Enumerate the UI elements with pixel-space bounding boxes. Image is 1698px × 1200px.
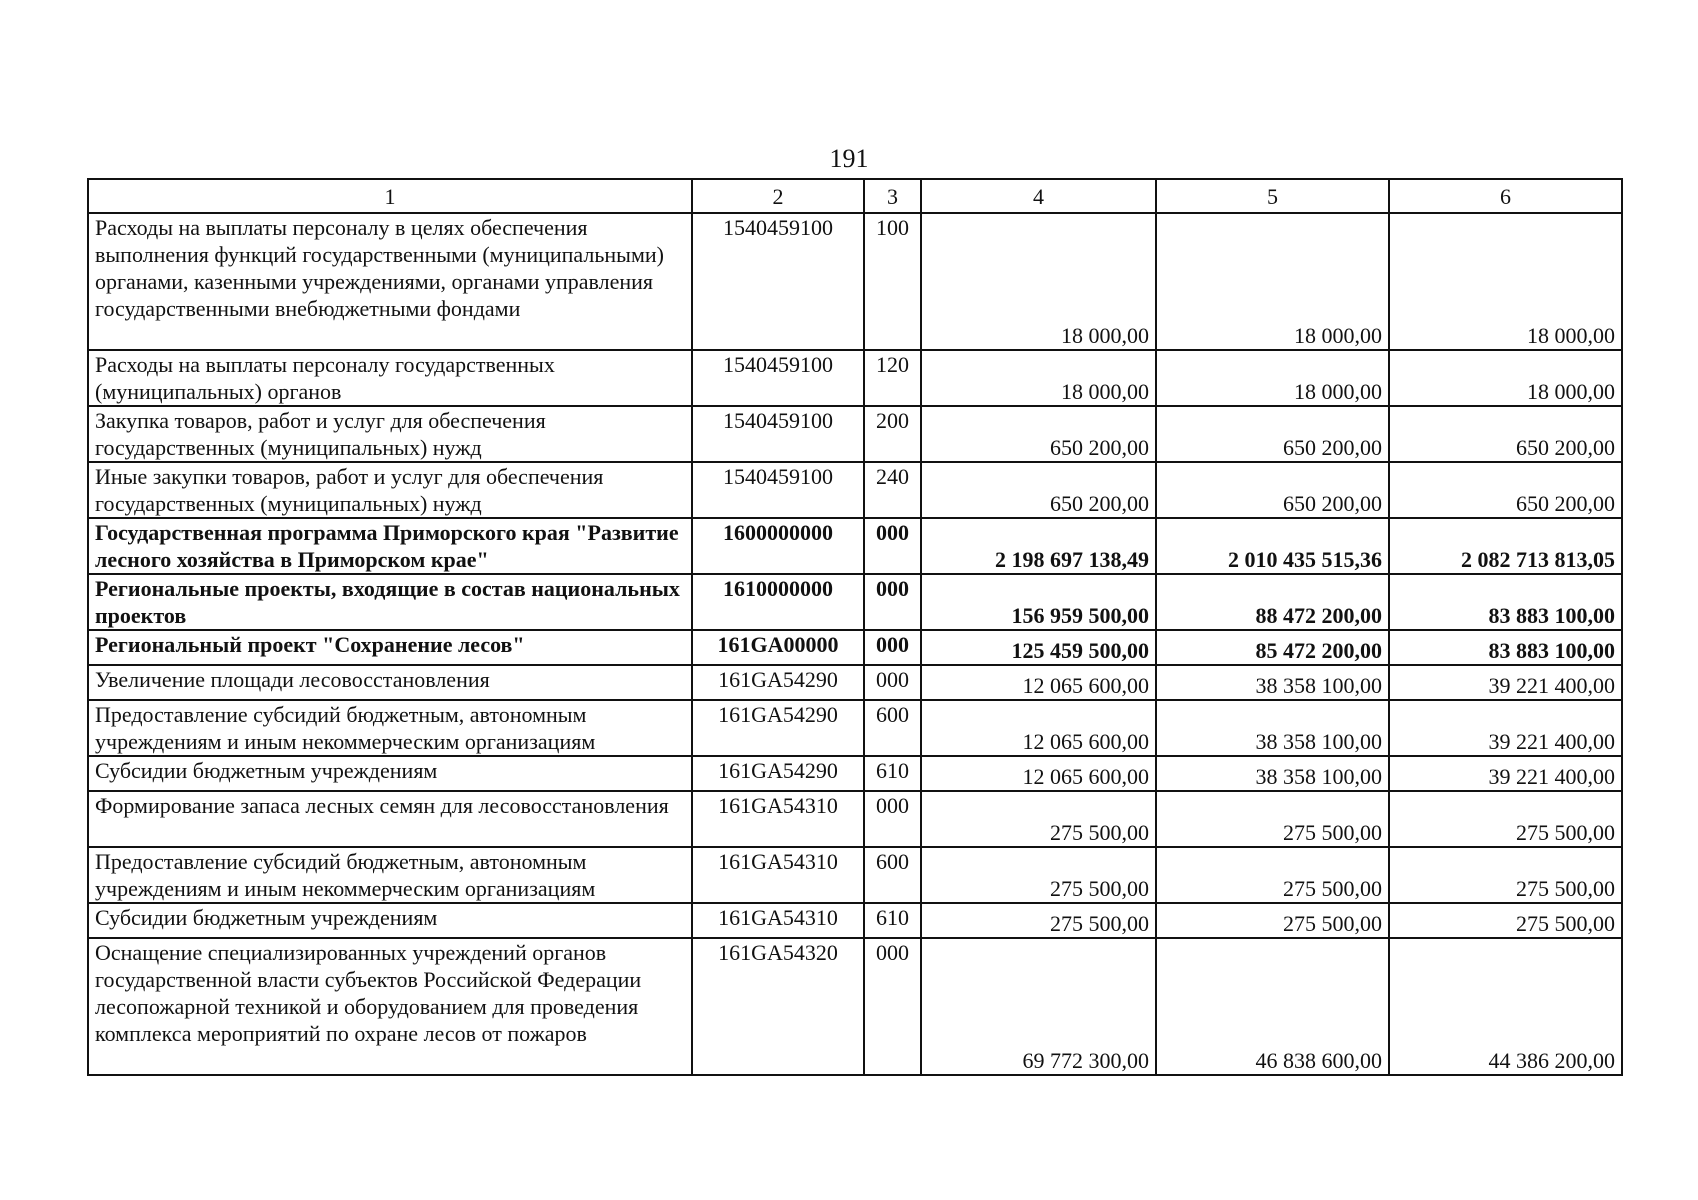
row-name-cell: Субсидии бюджетным учреждениям — [88, 756, 692, 791]
table-body — [88, 213, 1622, 1075]
row-type-cell: 200 — [864, 406, 921, 462]
row-name-cell: Региональный проект "Сохранение лесов" — [88, 630, 692, 665]
row-value-2024-cell: 650 200,00 — [1156, 406, 1389, 462]
row-code-cell: 1540459100 — [692, 213, 864, 350]
row-type-cell: 000 — [864, 938, 921, 1075]
row-value-2025-cell: 275 500,00 — [1389, 791, 1622, 847]
row-name-cell: Формирование запаса лесных семян для лесовосстановления — [88, 791, 692, 847]
row-type-cell: 600 — [864, 847, 921, 903]
column-header-4: 4 — [921, 179, 1156, 213]
row-name-cell: Предоставление субсидий бюджетным, автономным учреждениям и иным некоммерческим организациям — [88, 700, 692, 756]
row-type-cell: 600 — [864, 700, 921, 756]
column-header-2: 2 — [692, 179, 864, 213]
row-value-2023-cell: 12 065 600,00 — [921, 700, 1156, 756]
row-value-2024-cell: 650 200,00 — [1156, 462, 1389, 518]
row-value-2023-cell: 2 198 697 138,49 — [921, 518, 1156, 574]
row-value-2023-cell: 12 065 600,00 — [921, 665, 1156, 700]
row-value-2025-cell: 39 221 400,00 — [1389, 665, 1622, 700]
table-row — [88, 630, 1622, 665]
row-code-cell: 1540459100 — [692, 462, 864, 518]
row-name-cell: Увеличение площади лесовосстановления — [88, 665, 692, 700]
row-value-2025-cell: 275 500,00 — [1389, 847, 1622, 903]
row-type-cell: 610 — [864, 756, 921, 791]
row-type-cell: 610 — [864, 903, 921, 938]
row-code-cell: 161GA54290 — [692, 700, 864, 756]
row-value-2024-cell: 275 500,00 — [1156, 847, 1389, 903]
row-name-cell: Субсидии бюджетным учреждениям — [88, 903, 692, 938]
row-value-2025-cell: 83 883 100,00 — [1389, 630, 1622, 665]
row-name-cell: Закупка товаров, работ и услуг для обеспечения государственных (муниципальных) нужд — [88, 406, 692, 462]
row-code-cell: 161GA54310 — [692, 847, 864, 903]
column-header-5: 5 — [1156, 179, 1389, 213]
row-name-cell: Предоставление субсидий бюджетным, автономным учреждениям и иным некоммерческим организациям — [88, 847, 692, 903]
row-value-2025-cell: 39 221 400,00 — [1389, 700, 1622, 756]
table-row — [88, 756, 1622, 791]
row-code-cell: 161GA54290 — [692, 756, 864, 791]
table-row — [88, 665, 1622, 700]
row-type-cell: 000 — [864, 518, 921, 574]
row-value-2024-cell: 38 358 100,00 — [1156, 665, 1389, 700]
row-value-2025-cell: 2 082 713 813,05 — [1389, 518, 1622, 574]
table-row — [88, 847, 1622, 903]
row-name-cell: Региональные проекты, входящие в состав национальных проектов — [88, 574, 692, 630]
budget-table — [87, 178, 1623, 1076]
row-value-2025-cell: 18 000,00 — [1389, 213, 1622, 350]
row-value-2025-cell: 650 200,00 — [1389, 462, 1622, 518]
row-value-2023-cell: 125 459 500,00 — [921, 630, 1156, 665]
row-type-cell: 000 — [864, 665, 921, 700]
row-code-cell: 1610000000 — [692, 574, 864, 630]
row-type-cell: 100 — [864, 213, 921, 350]
row-value-2023-cell: 275 500,00 — [921, 791, 1156, 847]
row-code-cell: 161GA54320 — [692, 938, 864, 1075]
table-row — [88, 791, 1622, 847]
row-value-2025-cell: 83 883 100,00 — [1389, 574, 1622, 630]
row-value-2024-cell: 275 500,00 — [1156, 903, 1389, 938]
page-number: 191 — [829, 144, 869, 173]
row-value-2024-cell: 46 838 600,00 — [1156, 938, 1389, 1075]
row-value-2024-cell: 88 472 200,00 — [1156, 574, 1389, 630]
row-code-cell: 161GA54310 — [692, 791, 864, 847]
row-value-2023-cell: 69 772 300,00 — [921, 938, 1156, 1075]
row-type-cell: 240 — [864, 462, 921, 518]
row-value-2024-cell: 18 000,00 — [1156, 213, 1389, 350]
row-value-2024-cell: 2 010 435 515,36 — [1156, 518, 1389, 574]
table-row — [88, 574, 1622, 630]
column-header-6: 6 — [1389, 179, 1622, 213]
row-type-cell: 000 — [864, 791, 921, 847]
row-name-cell: Иные закупки товаров, работ и услуг для обеспечения государственных (муниципальных) нужд — [88, 462, 692, 518]
row-name-cell: Государственная программа Приморского края "Развитие лесного хозяйства в Приморском крае" — [88, 518, 692, 574]
row-name-cell: Расходы на выплаты персоналу в целях обеспечения выполнения функций государственными (муниципальными) органами, казенными учреждениями, органами управления государственными внебюджетными фондами — [88, 213, 692, 350]
table-row — [88, 938, 1622, 1075]
row-value-2023-cell: 275 500,00 — [921, 847, 1156, 903]
row-code-cell: 1600000000 — [692, 518, 864, 574]
row-value-2025-cell: 18 000,00 — [1389, 350, 1622, 406]
row-type-cell: 120 — [864, 350, 921, 406]
row-code-cell: 1540459100 — [692, 406, 864, 462]
row-code-cell: 1540459100 — [692, 350, 864, 406]
row-value-2023-cell: 156 959 500,00 — [921, 574, 1156, 630]
row-value-2023-cell: 18 000,00 — [921, 350, 1156, 406]
row-code-cell: 161GA00000 — [692, 630, 864, 665]
row-code-cell: 161GA54290 — [692, 665, 864, 700]
row-value-2023-cell: 650 200,00 — [921, 406, 1156, 462]
table-row — [88, 406, 1622, 462]
table-row — [88, 518, 1622, 574]
column-header-1: 1 — [88, 179, 692, 213]
table-row — [88, 350, 1622, 406]
table-row — [88, 903, 1622, 938]
row-value-2024-cell: 18 000,00 — [1156, 350, 1389, 406]
row-value-2024-cell: 85 472 200,00 — [1156, 630, 1389, 665]
row-value-2024-cell: 38 358 100,00 — [1156, 756, 1389, 791]
table-header-row — [88, 179, 1622, 213]
row-value-2023-cell: 12 065 600,00 — [921, 756, 1156, 791]
row-code-cell: 161GA54310 — [692, 903, 864, 938]
row-name-cell: Расходы на выплаты персоналу государственных (муниципальных) органов — [88, 350, 692, 406]
row-value-2024-cell: 38 358 100,00 — [1156, 700, 1389, 756]
row-value-2023-cell: 650 200,00 — [921, 462, 1156, 518]
table-row — [88, 462, 1622, 518]
row-type-cell: 000 — [864, 630, 921, 665]
row-value-2024-cell: 275 500,00 — [1156, 791, 1389, 847]
table-row — [88, 213, 1622, 350]
row-value-2025-cell: 650 200,00 — [1389, 406, 1622, 462]
row-value-2025-cell: 44 386 200,00 — [1389, 938, 1622, 1075]
column-header-3: 3 — [864, 179, 921, 213]
row-value-2023-cell: 275 500,00 — [921, 903, 1156, 938]
table-row — [88, 700, 1622, 756]
row-value-2025-cell: 275 500,00 — [1389, 903, 1622, 938]
row-name-cell: Оснащение специализированных учреждений органов государственной власти субъектов Российской Федерации лесопожарной техникой и оборудованием для проведения комплекса мероприятий по охране лесов от пожаров — [88, 938, 692, 1075]
row-value-2025-cell: 39 221 400,00 — [1389, 756, 1622, 791]
row-value-2023-cell: 18 000,00 — [921, 213, 1156, 350]
row-type-cell: 000 — [864, 574, 921, 630]
